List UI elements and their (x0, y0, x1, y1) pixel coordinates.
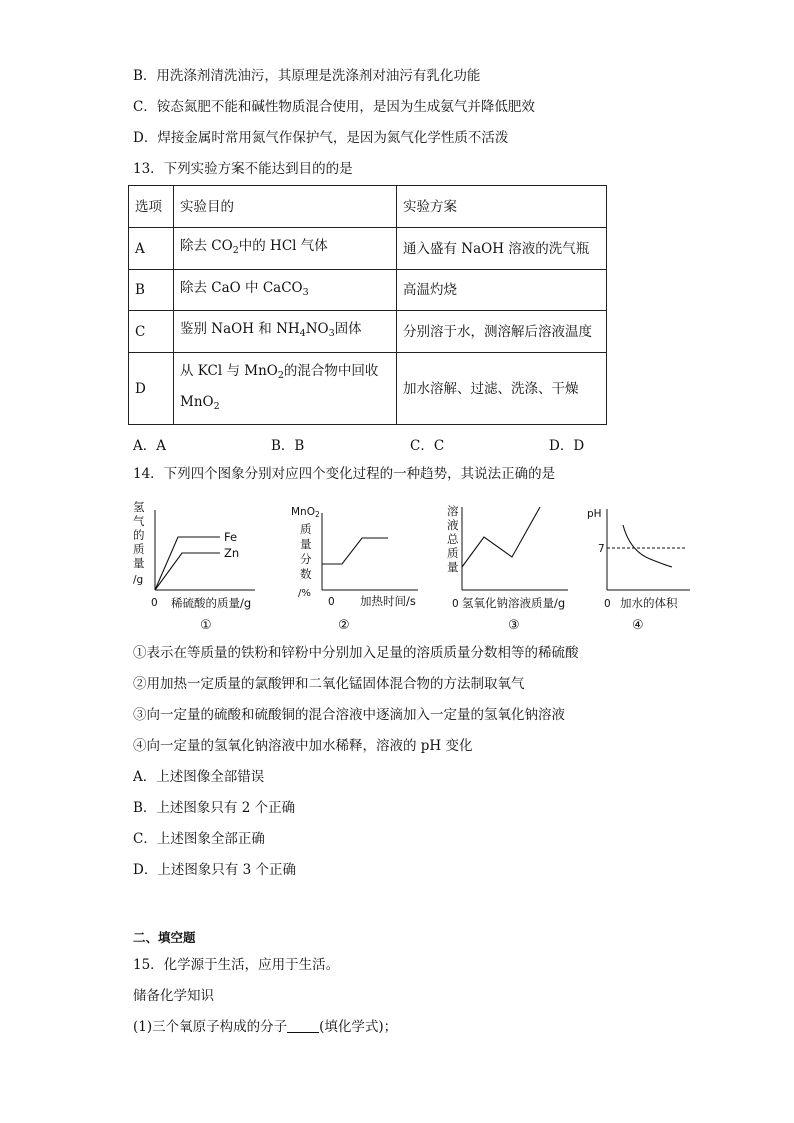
plan-cell: 高温灼烧 (397, 270, 607, 311)
purpose-cell: 鉴别 NaOH 和 $NH_4NO_3$固体 (174, 311, 397, 353)
q13-table (128, 185, 607, 425)
svg-text:的: 的 (133, 528, 145, 542)
q14-statement-4: ④向一定量的氢氧化钠溶液中加水稀释，溶液的 pH 变化 (133, 738, 473, 754)
q13-stem: 13．下列实验方案不能达到目的的是 (133, 161, 353, 177)
svg-text:/%: /% (298, 588, 311, 599)
option-b-text: B．用洗涤剂清洗油污，其原理是洗涤剂对油污有乳化功能 (133, 68, 481, 84)
purpose-cell: 除去 $CO_2$中的 HCl 气体 (174, 228, 397, 270)
option-c-text: C．铵态氮肥不能和碱性物质混合使用，是因为生成氨气并降低肥效 (133, 99, 535, 115)
svg-text:0: 0 (151, 597, 158, 609)
plan-cell: 分别溶于水，测溶解后溶液温度 (397, 311, 607, 353)
svg-text:量: 量 (133, 556, 145, 570)
plan-cell: 加水溶解、过滤、洗涤、干燥 (397, 353, 607, 425)
graph-2-number: ② (338, 618, 350, 633)
plan-cell: 通入盛有 NaOH 溶液的洗气瓶 (397, 228, 607, 270)
svg-text:分: 分 (300, 552, 312, 566)
svg-text:7: 7 (598, 543, 605, 555)
answer-blank[interactable] (287, 1018, 319, 1033)
graph-2-xlabel: 加热时间/s (360, 594, 416, 608)
series-fe-label: Fe (224, 530, 238, 544)
svg-text:0: 0 (328, 596, 335, 608)
q14-option-c: C．上述图象全部正确 (133, 831, 265, 847)
q13-option-b: B．B (271, 438, 305, 454)
graph-4-xlabel: 加水的体积 (620, 596, 678, 610)
q14-statement-2: ②用加热一定质量的氯酸钾和二氧化锰固体混合物的方法制取氧气 (133, 676, 525, 692)
svg-text:数: 数 (300, 567, 312, 581)
svg-text:总: 总 (447, 532, 459, 546)
purpose-cell: 除去 CaO 中 CaCO$_3$ (174, 270, 397, 311)
q13-option-c: C．C (410, 438, 445, 454)
q13-option-d: D．D (549, 438, 585, 454)
svg-text:质: 质 (447, 546, 459, 560)
graph-1 (133, 500, 255, 633)
svg-text:氢: 氢 (133, 500, 145, 514)
graph-1-number: ① (200, 618, 212, 633)
table-row (129, 353, 607, 425)
graph-3-number: ③ (508, 618, 520, 633)
table-row (129, 311, 607, 353)
header-cell: 选项 (129, 186, 174, 228)
svg-text:溶: 溶 (447, 504, 459, 518)
series-zn-label: Zn (224, 546, 240, 560)
option-cell: C (129, 311, 174, 353)
svg-text:量: 量 (447, 560, 459, 574)
q14-stem: 14．下列四个图象分别对应四个变化过程的一种趋势，其说法正确的是 (133, 466, 556, 482)
purpose-cell: 从 KCl 与 MnO$_2$的混合物中回收 MnO$_2$ (174, 353, 397, 425)
q15-stem: 15．化学源于生活，应用于生活。 (133, 957, 340, 973)
q15-item-1: (1)三个氧原子构成的分子 (填化学式)； (133, 1019, 398, 1035)
svg-text:MnO2: MnO2 (291, 506, 320, 519)
q13-option-a: A．A (133, 438, 166, 454)
svg-text:0: 0 (604, 598, 611, 610)
option-cell: A (129, 228, 174, 270)
svg-text:量: 量 (300, 537, 312, 551)
graph-3 (447, 504, 568, 633)
svg-text:/g: /g (133, 574, 144, 586)
option-cell: B (129, 270, 174, 311)
option-cell: D (129, 353, 174, 425)
q14-option-a: A．上述图像全部错误 (133, 769, 265, 785)
q14-option-d: D．上述图象只有 3 个正确 (133, 862, 296, 878)
q13-options (133, 434, 613, 454)
q14-option-b: B．上述图象只有 2 个正确 (133, 800, 296, 816)
svg-text:液: 液 (447, 518, 459, 532)
graph-4 (587, 508, 690, 633)
q14-graphs (120, 495, 700, 635)
header-cell: 实验目的 (174, 186, 397, 228)
svg-text:0: 0 (452, 598, 459, 610)
section-heading: 二、填空题 (133, 930, 196, 945)
svg-text:pH: pH (587, 508, 602, 520)
option-d-text: D．焊接金属时常用氮气作保护气，是因为氮气化学性质不活泼 (133, 130, 509, 146)
q14-statement-3: ③向一定量的硫酸和硫酸铜的混合溶液中逐滴加入一定量的氢氧化钠溶液 (133, 707, 565, 723)
graph-1-xlabel: 稀硫酸的质量/g (171, 596, 252, 610)
graph-3-xlabel: 氢氧化钠溶液质量/g (462, 596, 566, 610)
svg-text:质: 质 (133, 542, 145, 556)
graph-4-number: ④ (632, 618, 644, 633)
q15-subheading: 储备化学知识 (133, 988, 214, 1004)
header-cell: 实验方案 (397, 186, 607, 228)
graph-2 (291, 506, 418, 633)
q14-statement-1: ①表示在等质量的铁粉和锌粉中分别加入足量的溶质质量分数相等的稀硫酸 (133, 645, 579, 661)
table-header-row (129, 186, 607, 228)
table-row (129, 270, 607, 311)
table-row (129, 228, 607, 270)
svg-text:气: 气 (133, 514, 145, 528)
svg-text:质: 质 (300, 522, 312, 536)
